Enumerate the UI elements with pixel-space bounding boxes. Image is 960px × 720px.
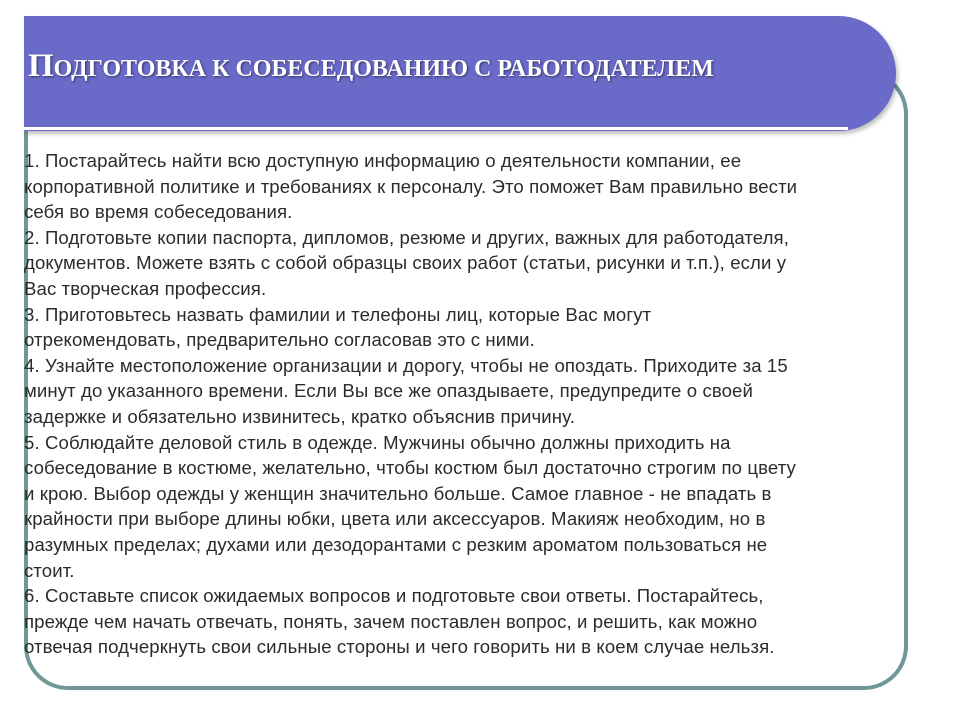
title-bar [24,16,896,131]
title-rest: ОДГОТОВКА К СОБЕСЕДОВАНИЮ С РАБОТОДАТЕЛЕМ [53,56,714,82]
paragraph-6: 6. Составьте список ожидаемых вопросов и подготовьте свои ответы. Постарайтесь, прежде чем начать отвечать, понять, зачем поставлен вопрос, и решить, как можно отвечая подчеркнуть свои сильные стороны и чего говорить ни в коем случае нельзя. [24,585,775,658]
slide-title [28,48,714,85]
paragraph-5: 5. Соблюдайте деловой стиль в одежде. Мужчины обычно должны приходить на собеседование в костюме, желательно, чтобы костюм был достаточно строгим по цвету и крою. Выбор одежды у женщин значительно больше. Самое главное - не впадать в крайности при выборе длины юбки, цвета или аксессуаров. Макияж необходим, но в разумных пределах; духами или дезодорантами с резким ароматом пользоваться не стоит. [24,431,796,581]
paragraph-3: 3. Приготовьтесь назвать фамилии и телефоны лиц, которые Вас могут отрекомендовать, предварительно согласовав это с ними. [24,303,652,351]
title-underline [24,127,848,130]
body-text [24,148,904,660]
title-first-letter: П [28,48,54,84]
paragraph-1: 1. Постарайтесь найти всю доступную информацию о деятельности компании, ее корпоративной политике и требованиях к персоналу. Это поможет Вам правильно вести себя во время собеседования. [24,150,798,223]
paragraph-2: 2. Подготовьте копии паспорта, дипломов, резюме и других, важных для работодателя, документов. Можете взять с собой образцы своих работ (статьи, рисунки и т.п.), если у Вас творческая профессия. [24,226,789,299]
paragraph-4: 4. Узнайте местоположение организации и дорогу, чтобы не опоздать. Приходите за 15 минут до указанного времени. Если Вы все же опаздываете, предупредите о своей задержке и обязательно извинитесь, кратко объяснив причину. [24,354,788,427]
